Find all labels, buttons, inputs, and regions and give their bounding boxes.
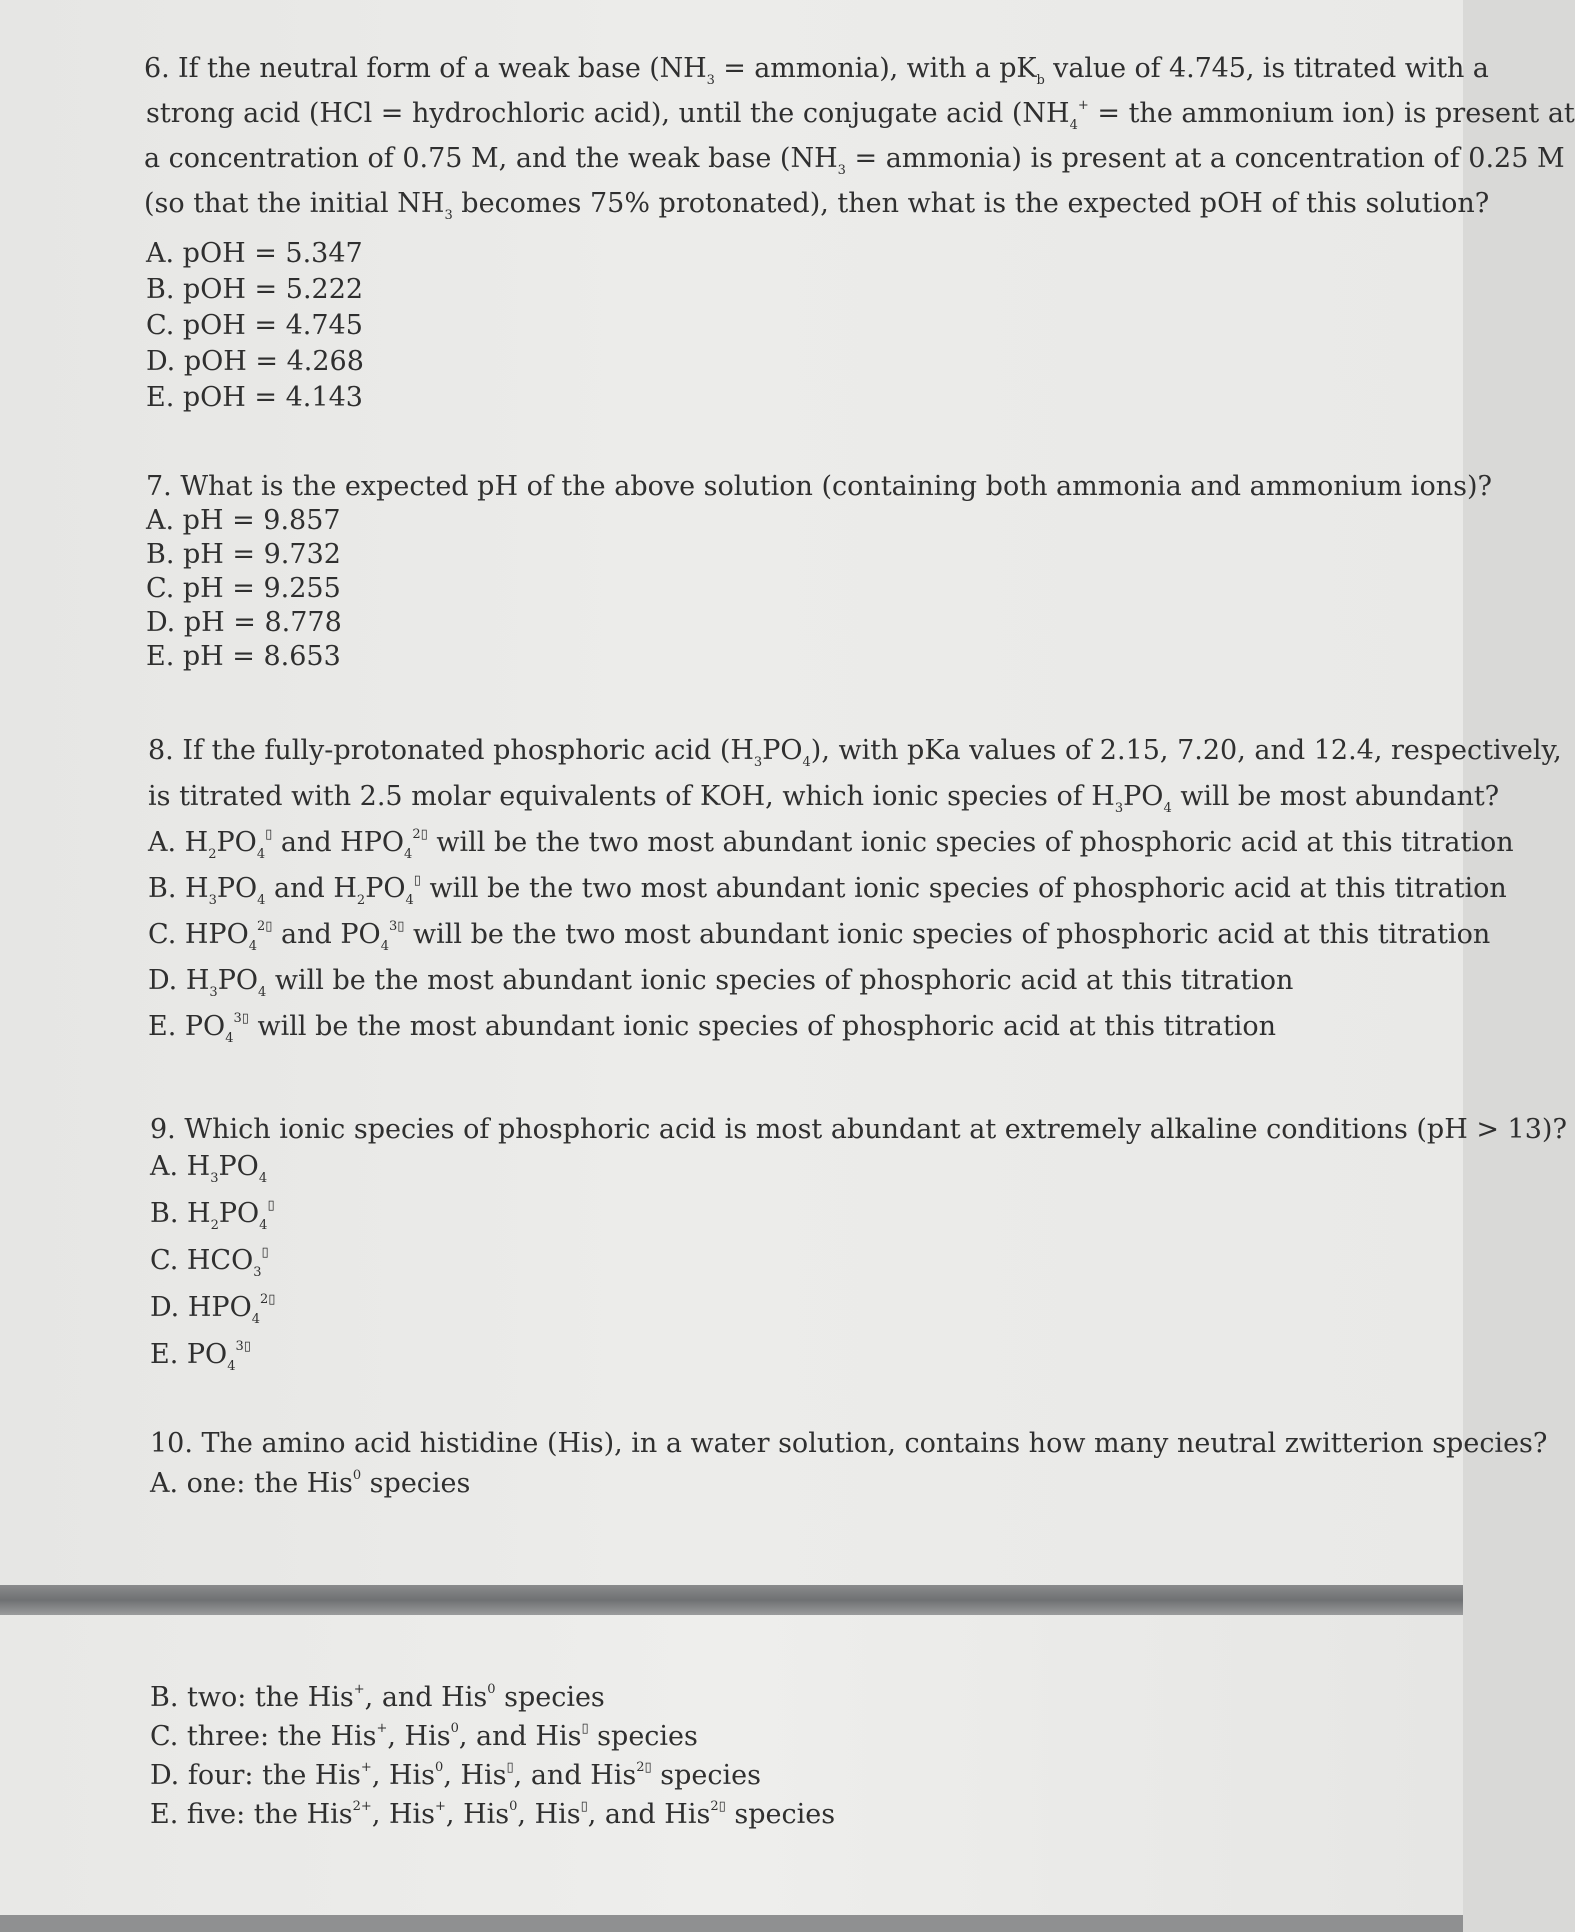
q7-option-d: D. pH = 8.778 bbox=[146, 607, 342, 638]
q10-option-b: B. two: the His+, and His$^0$ species bbox=[150, 1682, 605, 1713]
q8-line-2: is titrated with 2.5 molar equivalents of KOH, which ionic species of $H_3PO_4$ will be most abundant? bbox=[148, 781, 1500, 816]
question-10 bbox=[150, 1424, 1547, 1504]
q7-option-c: C. pH = 9.255 bbox=[146, 573, 341, 604]
q7-option-a: A. pH = 9.857 bbox=[146, 505, 341, 536]
q7-question: 7. What is the expected pH of the above solution (containing both ammonia and ammonium ions)? bbox=[146, 471, 1492, 502]
q8-option-c: C. $HPO_4^{2▯}$ and $PO_4^{3▯}$ will be the two most abundant ionic species of phosphoric acid at this titration bbox=[148, 919, 1491, 954]
q7-option-e: E. pH = 8.653 bbox=[146, 641, 341, 672]
q9-option-a: A. $H_3PO_4$ bbox=[150, 1151, 268, 1186]
question-8 bbox=[148, 728, 1562, 1050]
q6-line-1: 6. If the neutral form of a weak base ($NH_3$ = ammonia), with a $pK_b$ value of 4.745, is titrated with a bbox=[144, 53, 1489, 88]
q10-options-continued bbox=[150, 1678, 835, 1834]
q6-line-4: (so that the initial $NH_3$ becomes 75% protonated), then what is the expected pOH of this solution? bbox=[144, 188, 1490, 223]
q10-question: 10. The amino acid histidine (His), in a water solution, contains how many neutral zwitterion species? bbox=[150, 1428, 1548, 1459]
q8-option-e: E. $PO_4^{3▯}$ will be the most abundant ionic species of phosphoric acid at this titration bbox=[148, 1011, 1276, 1046]
q8-option-a: A. $H_2PO_4^▯$ and $HPO_4^{2▯}$ will be the two most abundant ionic species of phosphoric acid at this titration bbox=[148, 827, 1514, 862]
question-7 bbox=[146, 470, 1492, 674]
q7-option-b: B. pH = 9.732 bbox=[146, 539, 341, 570]
q9-option-c: C. $HCO_3^▯$ bbox=[150, 1245, 269, 1280]
q10-option-a: A. one: the His$^0$ species bbox=[150, 1468, 471, 1499]
q10-option-d: D. four: the His+, His$^0$, His▯, and His$^{2▯}$ species bbox=[150, 1760, 761, 1791]
q6-options bbox=[146, 236, 364, 416]
q8-option-b: B. $H_3PO_4$ and $H_2PO_4^▯$ will be the two most abundant ionic species of phosphoric acid at this titration bbox=[148, 873, 1507, 908]
q6-option-a: A. pOH = 5.347 bbox=[146, 238, 363, 269]
q6-line-2: strong acid (HCl = hydrochloric acid), until the conjugate acid ($NH_4^+$ = the ammonium ion) is present at bbox=[146, 98, 1575, 133]
q8-option-d: D. $H_3PO_4$ will be the most abundant ionic species of phosphoric acid at this titration bbox=[148, 965, 1294, 1000]
q9-option-e: E. $PO_4^{3▯}$ bbox=[150, 1339, 251, 1374]
question-9 bbox=[150, 1106, 1567, 1378]
q9-option-d: D. $HPO_4^{2▯}$ bbox=[150, 1292, 276, 1327]
q6-option-e: E. pOH = 4.143 bbox=[146, 382, 363, 413]
page-gap bbox=[0, 1585, 1463, 1615]
q10-option-e: E. five: the His$^{2+}$, His+, His$^0$, His▯, and His$^{2▯}$ species bbox=[150, 1799, 836, 1830]
q6-option-b: B. pOH = 5.222 bbox=[146, 274, 364, 305]
q6-option-d: D. pOH = 4.268 bbox=[146, 346, 364, 377]
q10-option-c: C. three: the His+, His$^0$, and His▯ species bbox=[150, 1721, 698, 1752]
q6-option-c: C. pOH = 4.745 bbox=[146, 310, 363, 341]
q9-option-b: B. $H_2PO_4^▯$ bbox=[150, 1198, 275, 1233]
q8-line-1: 8. If the fully-protonated phosphoric acid $(H_3PO_4)$, with pKa values of 2.15, 7.20, and 12.4, respectively, bbox=[148, 735, 1562, 770]
q6-line-3: a concentration of 0.75 M, and the weak base ($NH_3$ = ammonia) is present at a concentration of 0.25 M bbox=[144, 143, 1565, 178]
q9-question: 9. Which ionic species of phosphoric acid is most abundant at extremely alkaline conditions (pH > 13)? bbox=[150, 1114, 1567, 1145]
page-edge bbox=[0, 1915, 1463, 1932]
question-6 bbox=[144, 46, 1573, 226]
